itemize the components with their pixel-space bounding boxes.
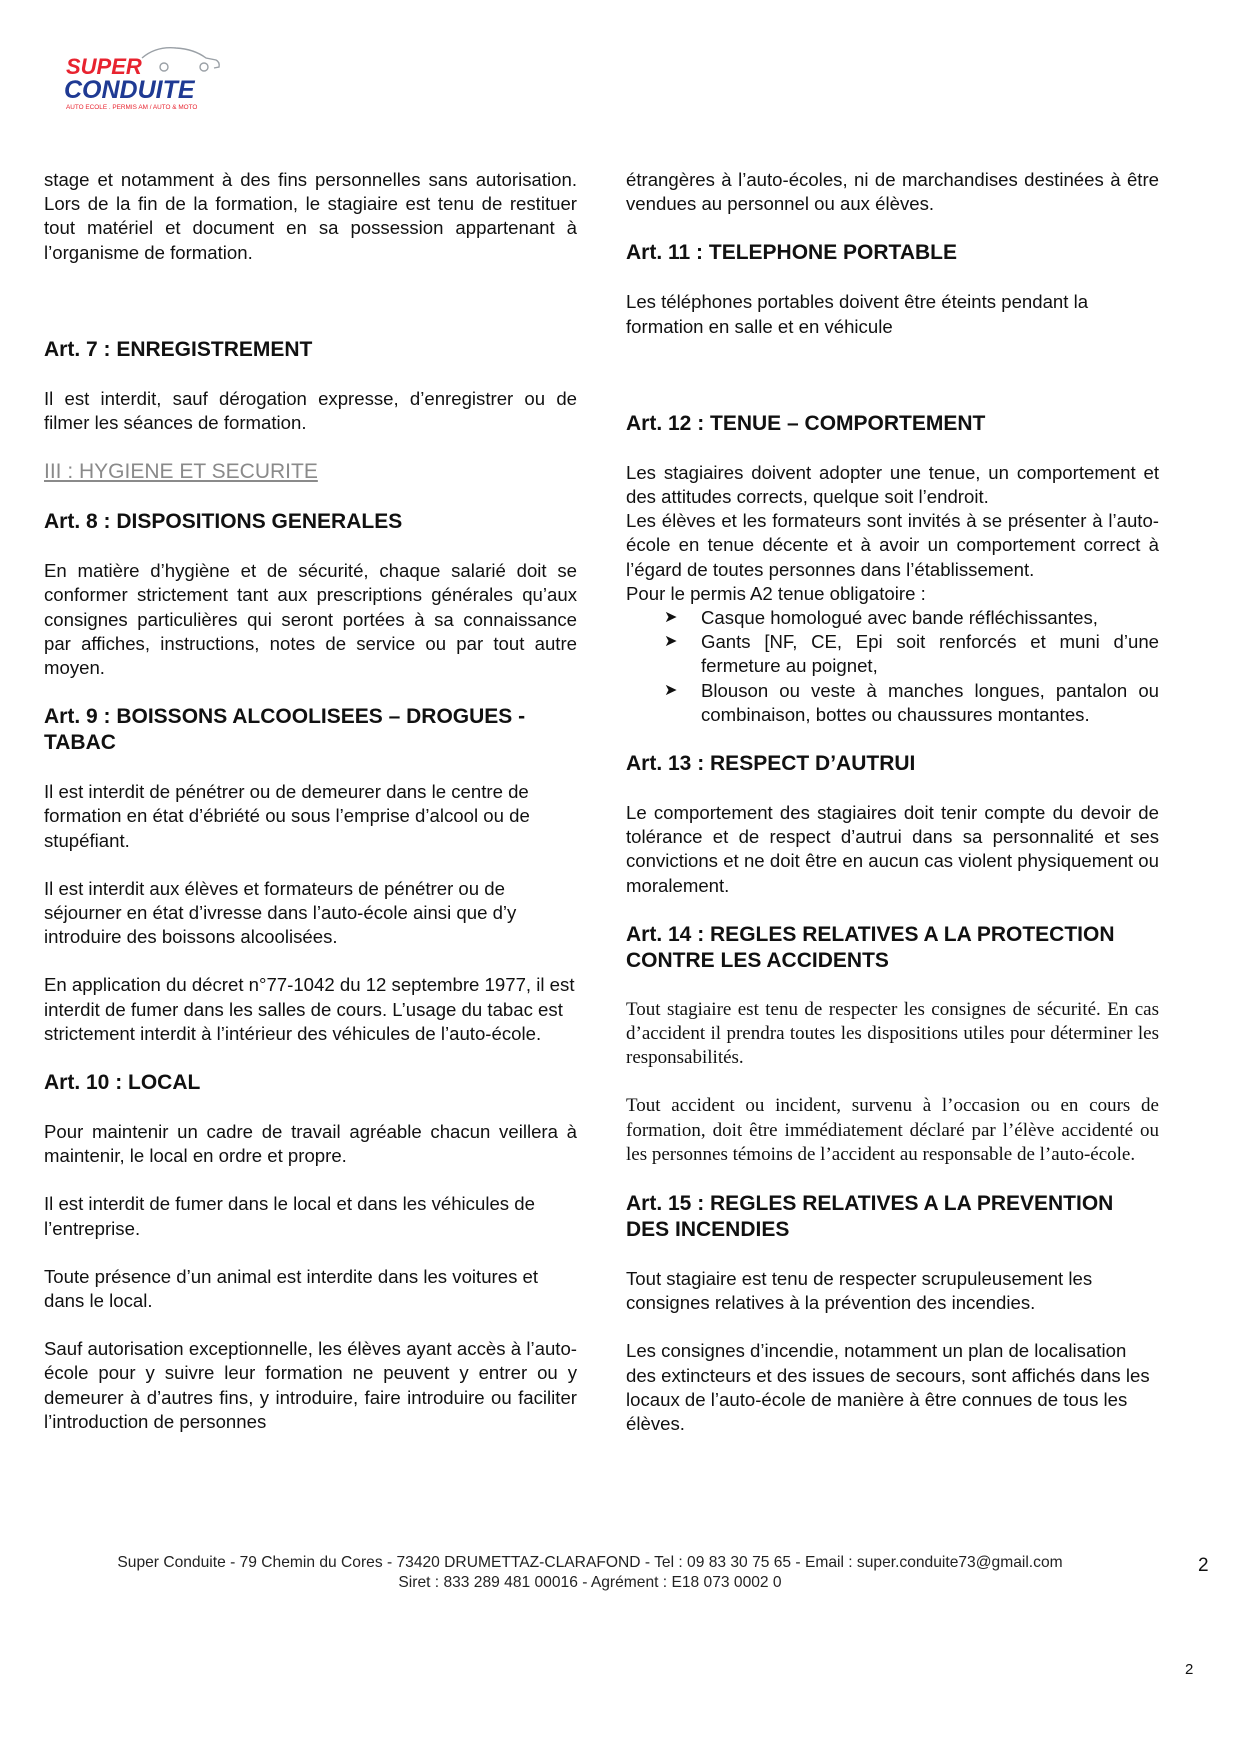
arrow-bullet-icon: ➤ <box>664 681 678 699</box>
article-10-text-4: Sauf autorisation exceptionnelle, les élèves ayant accès à l’auto-école pour y suivre leur formation ne peuvent y entrer ou y demeurer à d’autres fins, y introduire, faire introduire ou faciliter l’introduction de personnes <box>44 1338 577 1432</box>
article-10-text-3: Toute présence d’un animal est interdite dans les voitures et dans le local. <box>44 1265 539 1312</box>
article-12-text-1: Les stagiaires doivent adopter une tenue, un comportement et des attitudes corrects, quelque soit l’endroit. <box>626 461 1159 508</box>
article-10-text-1: Pour maintenir un cadre de travail agréable chacun veillera à maintenir, le local en ordre et propre. <box>44 1121 577 1167</box>
logo-text-conduite: CONDUITE <box>64 76 195 104</box>
article-14-text-1: Tout stagiaire est tenu de respecter les consignes de sécurité. En cas d’accident il prendra toutes les dispositions utiles pour déterminer les responsabilités. <box>626 998 1159 1069</box>
article-9-text-1: Il est interdit de pénétrer ou de demeurer dans le centre de formation en état d’ébriété ou sous l’emprise d’alcool ou de stupéfiant. <box>44 781 530 851</box>
article-7-title: Art. 7 : ENREGISTREMENT <box>44 337 313 361</box>
equipment-list <box>626 606 1159 727</box>
article-9-text-3: En application du décret n°77-1042 du 12 septembre 1977, il est interdit de fumer dans les salles de cours. L’usage du tabac est strictement interdit à l’intérieur des véhicules de l’auto-école. <box>44 974 575 1044</box>
article-14-title: Art. 14 : REGLES RELATIVES A LA PROTECTION CONTRE LES ACCIDENTS <box>626 922 1115 972</box>
car-silhouette-icon <box>142 48 219 71</box>
article-11-title: Art. 11 : TELEPHONE PORTABLE <box>626 241 957 265</box>
arrow-bullet-icon: ➤ <box>664 633 678 651</box>
article-8-text: En matière d’hygiène et de sécurité, chaque salarié doit se conformer strictement tant aux prescriptions générales qu’aux consignes particulières qui seront portées à sa connaissance par affiches, instructions, notes de service ou par tout autre moyen. <box>44 560 577 679</box>
article-12-text-2: Les élèves et les formateurs sont invités à se présenter à l’auto-école en tenue décente et à avoir un comportement correct à l’égard de toutes personnes dans l’établissement. <box>626 510 1159 580</box>
page-footer <box>60 1553 1120 1592</box>
logo-tagline: AUTO ECOLE . PERMIS AM / AUTO & MOTO <box>66 104 198 111</box>
article-9-text-2: Il est interdit aux élèves et formateurs de pénétrer ou de séjourner en état d’ivresse dans l’auto-école ainsi que d’y introduire des boissons alcoolisées. <box>44 877 517 948</box>
article-12-text-3: Pour le permis A2 tenue obligatoire : <box>626 582 926 604</box>
article-10-title: Art. 10 : LOCAL <box>44 1071 201 1095</box>
logo-text-super: SUPER <box>66 54 142 79</box>
company-logo <box>64 40 224 114</box>
article-14-text-2: Tout accident ou incident, survenu à l’occasion ou en cours de formation, doit être immédiatement déclaré par l’élève accidenté ou les personnes témoins de l’accident au responsable de l’auto-école. <box>626 1095 1159 1165</box>
list-item: ➤ Gants [NF, CE, Epi soit renforcés et muni d’une fermeture au poignet, <box>664 631 1159 677</box>
article-7-text: Il est interdit, sauf dérogation expresse, d’enregistrer ou de filmer les séances de formation. <box>44 387 577 434</box>
page-number: 2 <box>1198 1555 1209 1576</box>
article-15-text-2: Les consignes d’incendie, notamment un plan de localisation des extincteurs et des issues de secours, sont affichés dans les locaux de l’auto-école de manière à être connues de tous les élèves. <box>626 1340 1150 1435</box>
article-10-text-2: Il est interdit de fumer dans le local et dans les véhicules de l’entreprise. <box>44 1193 535 1239</box>
continued-paragraph-left: stage et notamment à des fins personnelles sans autorisation. Lors de la fin de la formation, le stagiaire est tenu de restituer tout matériel et document en sa possession appartenant à l’organisme de formation. <box>44 169 577 263</box>
article-13-title: Art. 13 : RESPECT D’AUTRUI <box>626 752 916 776</box>
right-column <box>626 168 1159 1460</box>
footer-address: Super Conduite - 79 Chemin du Cores - 73420 DRUMETTAZ-CLARAFOND - Tel : 09 83 30 75 65 - Email : super.conduite73@gmail.com <box>117 1554 1063 1571</box>
article-9-title: Art. 9 : BOISSONS ALCOOLISEES – DROGUES - TABAC <box>44 705 526 755</box>
continued-paragraph-right: étrangères à l’auto-écoles, ni de marchandises destinées à être vendues au personnel ou aux élèves. <box>626 169 1159 215</box>
list-item: ➤ Blouson ou veste à manches longues, pantalon ou combinaison, bottes ou chaussures montantes. <box>664 679 1159 725</box>
arrow-bullet-icon: ➤ <box>664 609 678 627</box>
left-column <box>44 168 577 1458</box>
article-8-title: Art. 8 : DISPOSITIONS GENERALES <box>44 510 403 534</box>
section-3-heading: III : HYGIENE ET SECURITE <box>44 460 318 484</box>
article-13-text: Le comportement des stagiaires doit tenir compte du devoir de tolérance et de respect d’autrui dans sa personnalité et ses convictions et ne doit être en aucun cas violent physiquement ou moralement. <box>626 802 1159 896</box>
page-number-bottom: 2 <box>1185 1661 1194 1678</box>
article-15-title: Art. 15 : REGLES RELATIVES A LA PREVENTION DES INCENDIES <box>626 1192 1114 1242</box>
list-item: ➤ Casque homologué avec bande réfléchissantes, <box>626 606 1159 630</box>
article-11-text: Les téléphones portables doivent être éteints pendant la formation en salle et en véhicule <box>626 291 1089 337</box>
article-12-title: Art. 12 : TENUE – COMPORTEMENT <box>626 411 986 435</box>
footer-registration: Siret : 833 289 481 00016 - Agrément : E18 073 0002 0 <box>398 1573 782 1591</box>
article-15-text-1: Tout stagiaire est tenu de respecter scrupuleusement les consignes relatives à la prévention des incendies. <box>626 1268 1093 1314</box>
